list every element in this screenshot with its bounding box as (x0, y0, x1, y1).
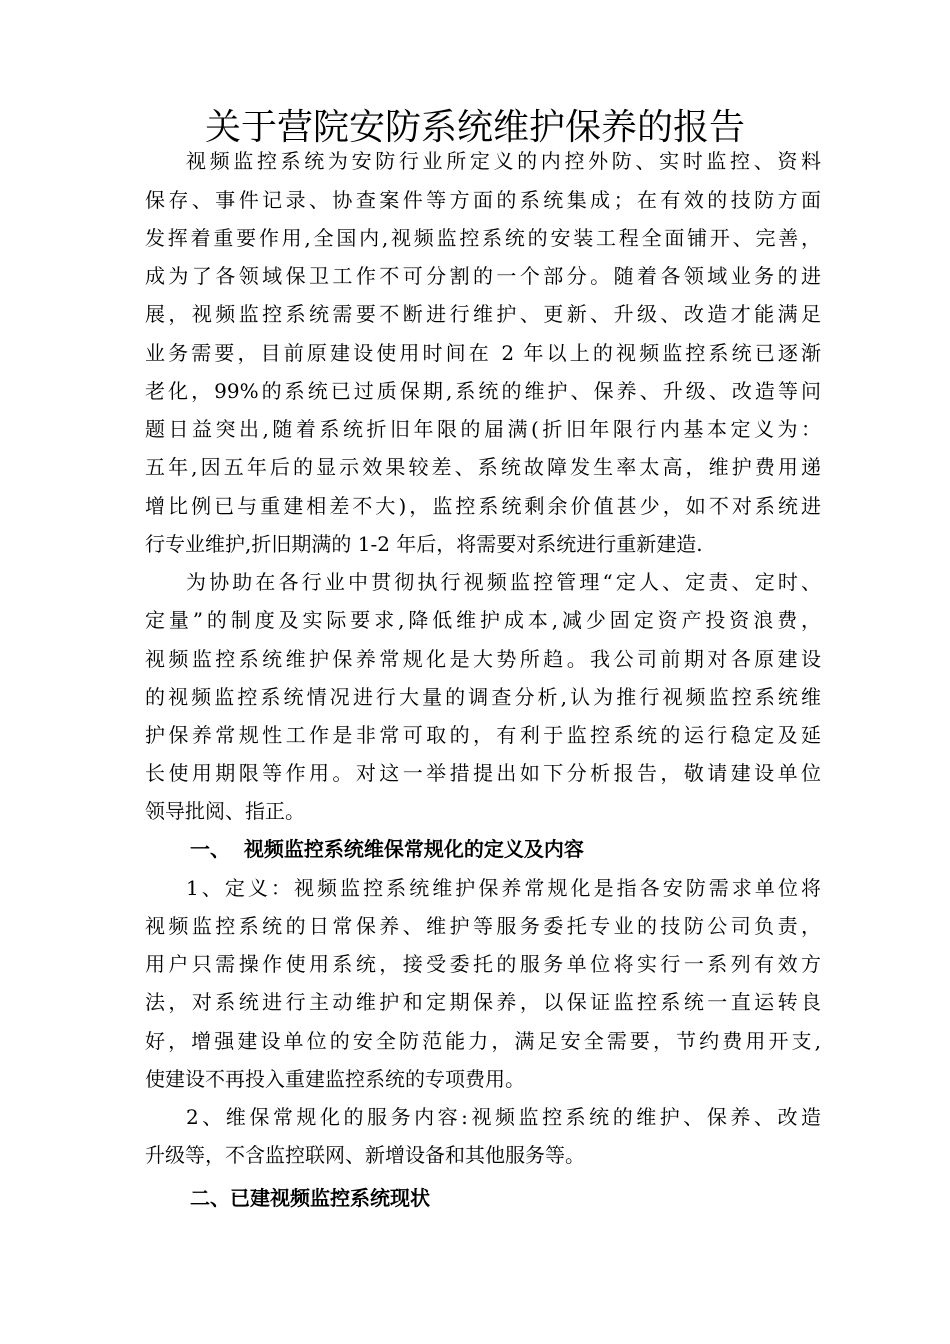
document-title: 关于营院安防系统维护保养的报告 (204, 107, 745, 148)
paragraph-line: 视频监控系统维护保养常规化是大势所趋。我公司前期对各原建设 (145, 647, 821, 671)
paragraph-line: 业务需要，目前原建设使用时间在 2 年以上的视频监控系统已逐渐 (145, 341, 821, 365)
paragraph-line: 展，视频监控系统需要不断进行维护、更新、升级、改造才能满足 (145, 302, 821, 326)
paragraph-line: 好，增强建设单位的安全防范能力，满足安全需要，节约费用开支, (145, 1029, 821, 1053)
section-heading: 一、 视频监控系统维保常规化的定义及内容 (190, 837, 584, 861)
paragraph-line: 保存、事件记录、协查案件等方面的系统集成；在有效的技防方面 (145, 188, 821, 212)
paragraph-line: 为协助在各行业中贯彻执行视频监控管理“定人、定责、定时、 (186, 570, 821, 594)
paragraph-line: 增比例已与重建相差不大)，监控系统剩余价值甚少，如不对系统进 (145, 494, 821, 518)
paragraph-line: 使建设不再投入重建监控系统的专项费用。 (145, 1067, 525, 1091)
paragraph-line: 定量”的制度及实际要求,降低维护成本,减少固定资产投资浪费， (145, 608, 821, 632)
paragraph-line: 五年,因五年后的显示效果较差、系统故障发生率太高，维护费用递 (145, 455, 821, 479)
paragraph-line: 成为了各领域保卫工作不可分割的一个部分。随着各领域业务的进 (145, 264, 821, 288)
paragraph-line: 法，对系统进行主动维护和定期保养，以保证监控系统一直运转良 (145, 990, 821, 1014)
paragraph-line: 发挥着重要作用,全国内,视频监控系统的安装工程全面铺开、完善， (145, 226, 821, 250)
paragraph-line: 护保养常规性工作是非常可取的，有利于监控系统的运行稳定及延 (145, 723, 821, 747)
paragraph-line: 2、维保常规化的服务内容:视频监控系统的维护、保养、改造 (186, 1105, 821, 1129)
paragraph-line: 视频监控系统的日常保养、维护等服务委托专业的技防公司负责， (145, 914, 821, 938)
paragraph-line: 行专业维护,折旧期满的 1-2 年后，将需要对系统进行重新建造. (145, 532, 703, 556)
paragraph-line: 1、定义：视频监控系统维护保养常规化是指各安防需求单位将 (186, 876, 821, 900)
paragraph-line: 的视频监控系统情况进行大量的调查分析,认为推行视频监控系统维 (145, 685, 821, 709)
paragraph-line: 升级等，不含监控联网、新增设备和其他服务等。 (145, 1143, 585, 1167)
section-heading: 二、已建视频监控系统现状 (190, 1186, 430, 1210)
paragraph-line: 老化，99%的系统已过质保期,系统的维护、保养、升级、改造等问 (145, 379, 821, 403)
paragraph-line: 视频监控系统为安防行业所定义的内控外防、实时监控、资料 (186, 149, 821, 173)
paragraph-line: 长使用期限等作用。对这一举措提出如下分析报告，敬请建设单位 (145, 761, 821, 785)
paragraph-line: 用户只需操作使用系统，接受委托的服务单位将实行一系列有效方 (145, 952, 821, 976)
paragraph-line: 领导批阅、指正。 (145, 799, 305, 823)
paragraph-line: 题日益突出,随着系统折旧年限的届满(折旧年限行内基本定义为： (145, 417, 821, 441)
